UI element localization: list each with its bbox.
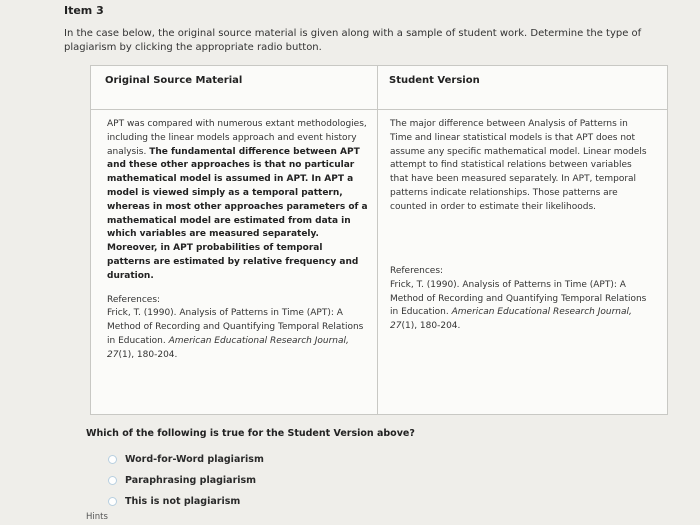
header-original: Original Source Material	[105, 75, 243, 86]
original-bold-text: The fundamental difference between APT and these other approaches is that no particular mathematical model is assumed in APT. In APT a model is viewed simply as a temporal pattern, whereas in most other approaches parameters of a mathematical model are estimated from data in which variables are measured separately. Moreover, in APT probabilities of temporal patterns are estimated by relative frequency and duration.	[107, 146, 368, 281]
student-body: The major difference between Analysis of Patterns in Time and linear statistical models is that APT does not assume any specific mathematical model. Linear models attempt to find statistical relations between variables that have been measured separately. In APT, temporal patterns indicate relationships. Those patterns are counted in order to estimate their likelihoods.	[390, 119, 647, 212]
option-label: Paraphrasing plagiarism	[125, 475, 257, 486]
original-intro: APT was compared with numerous extant methodologies, including the linear models approach and event history analysis.	[107, 119, 367, 157]
student-references-label: References:	[390, 266, 444, 276]
question-text: Which of the following is true for the Student Version above?	[86, 428, 415, 439]
option-word-for-word[interactable]	[108, 449, 264, 470]
option-not-plagiarism[interactable]	[108, 491, 264, 512]
radio-button[interactable]	[108, 455, 117, 464]
student-ref-text: Frick, T. (1990). Analysis of Patterns in Time (APT): A Method of Recording and Quantifying Temporal Relations in Education.	[390, 279, 647, 318]
option-label: This is not plagiarism	[125, 496, 241, 507]
comparison-table	[90, 65, 668, 415]
original-ref-journal: American Educational Research Journal, 27	[107, 335, 349, 360]
column-divider	[377, 66, 378, 414]
item-title: Item 3	[64, 4, 104, 17]
header-student: Student Version	[389, 75, 480, 86]
original-source-cell	[107, 118, 369, 363]
radio-button[interactable]	[108, 476, 117, 485]
option-paraphrasing[interactable]	[108, 470, 264, 491]
hints-link[interactable]: Hints	[86, 512, 108, 522]
instructions-text: In the case below, the original source material is given along with a sample of student work. Determine the type of plagiarism by clicking the appropriate radio button.	[64, 28, 642, 53]
option-label: Word-for-Word plagiarism	[125, 454, 264, 465]
student-version-cell	[390, 118, 650, 215]
student-ref-tail: (1), 180-204.	[401, 321, 461, 332]
original-references	[107, 294, 369, 363]
student-ref-journal: American Educational Research Journal, 27	[390, 307, 632, 332]
original-ref-text: Frick, T. (1990). Analysis of Patterns in Time (APT): A Method of Recording and Quantifying Temporal Relations in Education.	[107, 308, 364, 346]
original-ref-tail: (1), 180-204.	[118, 349, 178, 360]
student-references	[390, 265, 652, 334]
header-divider	[91, 109, 667, 110]
radio-button[interactable]	[108, 497, 117, 506]
answer-options	[108, 449, 264, 512]
original-references-label: References:	[107, 294, 161, 305]
